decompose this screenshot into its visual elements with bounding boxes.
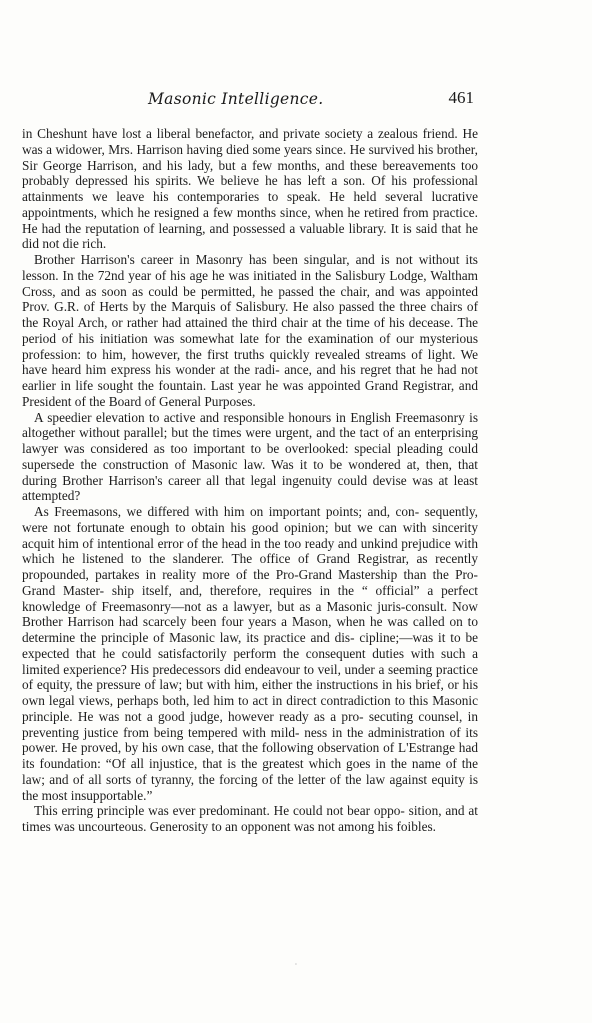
running-head	[22, 88, 474, 116]
page-mark-dot: ·	[294, 960, 298, 969]
paragraph-5: This erring principle was ever predominant. He could not bear oppo- sition, and at times was uncourteous. Generosity to an opponent was not among his foibles.	[22, 803, 478, 834]
running-title: Masonic Intelligence.	[148, 90, 324, 108]
page-number: 461	[448, 88, 474, 107]
paragraph-3: A speedier elevation to active and responsible honours in English Freemasonry is altogether without parallel; but the times were urgent, and the tact of an enterprising lawyer was considered as too important to be overlooked: special pleading could supersede the construction of Masonic law. Was it to be wondered at, then, that during Brother Harrison's career all that legal ingenuity could devise was at least attempted?	[22, 409, 478, 504]
paragraph-4: As Freemasons, we differed with him on important points; and, con- sequently, were not fortunate enough to obtain his good opinion; but we can with sincerity acquit him of intentional error of the head in the too ready and unkind prejudice with which he listened to the slanderer. The office of Grand Registrar, as recently propounded, partakes in reality more of the Pro-Grand Mastership than the Pro-Grand Master- ship itself, and, therefore, requires in the “ official” a perfect knowledge of Freemasonry—not as a lawyer, but as a Masonic juris-consult. Now Brother Harrison had scarcely been four years a Mason, when he was called on to determine the principle of Masonic law, its practice and dis- cipline;—was it to be expected that he could satisfactorily perform the consequent duties with such a limited experience? His predecessors did endeavour to veil, under a seeming practice of equity, the pressure of law; but with him, either the instructions in his brief, or his own legal views, perhaps both, led him to act in direct contradiction to this Masonic principle. He was not a good judge, however ready as a pro- secuting counsel, in preventing justice from being tempered with mild- ness in the administration of its power. He proved, by his own case, that the following observation of L'Estrange had its foundation: “Of all injustice, that is the greatest which goes in the name of the law; and of all sorts of tyranny, the forcing of the letter of the law against equity is the most insupportable.”	[22, 504, 478, 803]
article-body	[22, 126, 478, 835]
paragraph-1: in Cheshunt have lost a liberal benefactor, and private society a zealous friend. He was a widower, Mrs. Harrison having died some years since. He survived his brother, Sir George Harrison, and his lady, but a few months, and these bereavements too probably depressed his spirits. We believe he has left a son. Of his professional attainments we leave his contemporaries to speak. He held several lucrative appointments, which he resigned a few months since, when he retired from practice. He had the reputation of learning, and possessed a valuable library. It is said that he did not die rich.	[22, 126, 478, 252]
paragraph-2: Brother Harrison's career in Masonry has been singular, and is not without its lesson. In the 72nd year of his age he was initiated in the Salisbury Lodge, Waltham Cross, and as soon as could be permitted, he passed the chair, and was appointed Prov. G.R. of Herts by the Marquis of Salisbury. He also passed the three chairs of the Royal Arch, or rather had attained the third chair at the time of his decease. The period of his initiation was somewhat late for the examination of our mysterious profession: to him, however, the first truths quickly revealed streams of light. We have heard him express his wonder at the radi- ance, and his regret that he had not earlier in life sought the fountain. Last year he was appointed Grand Registrar, and President of the Board of General Purposes.	[22, 252, 478, 409]
